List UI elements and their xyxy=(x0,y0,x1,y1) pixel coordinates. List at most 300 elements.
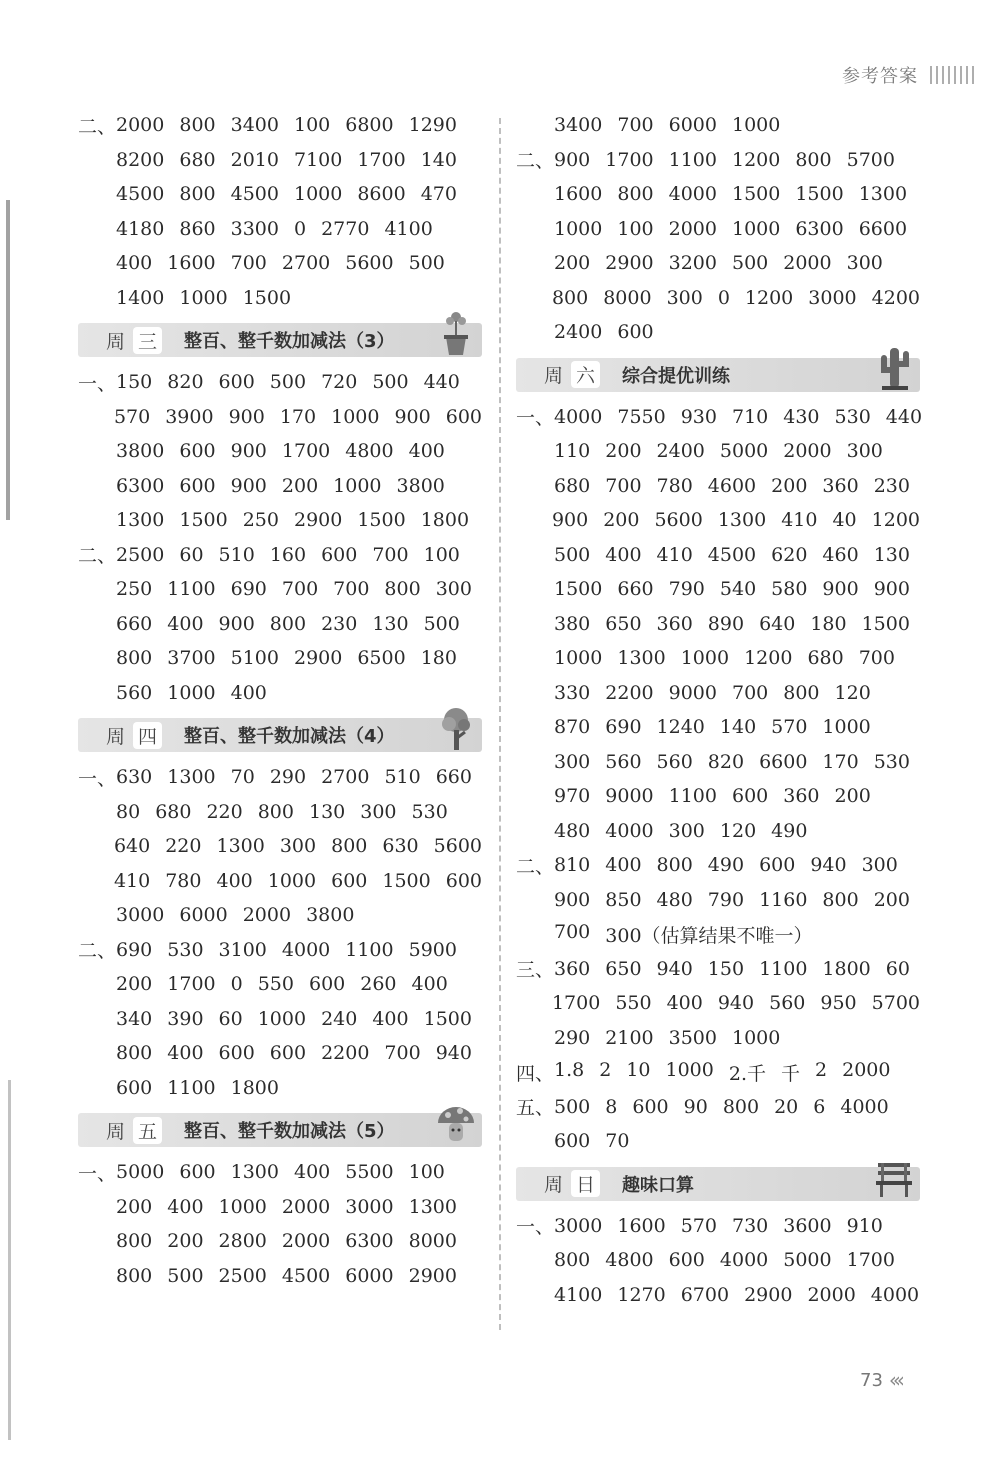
answer-value: 1600 xyxy=(554,183,603,206)
answer-value: 4800 xyxy=(605,1249,654,1272)
answer-value: 4500 xyxy=(116,183,165,206)
answer-value: 1240 xyxy=(656,716,705,739)
answer-values xyxy=(554,321,654,343)
answer-value: 940 xyxy=(435,1042,472,1065)
answer-value: 3600 xyxy=(783,1214,832,1237)
answer-value: 500 xyxy=(372,371,409,394)
answer-value: 800 xyxy=(116,1042,153,1065)
answer-value: 800 xyxy=(116,647,153,670)
answer-values xyxy=(554,1027,780,1049)
answer-value: 6000 xyxy=(345,1264,394,1287)
answer-values xyxy=(116,973,448,995)
answer-row xyxy=(78,1071,482,1106)
answer-value: 400 xyxy=(167,1195,204,1218)
answer-row xyxy=(78,572,482,607)
question-label: 二、 xyxy=(78,545,117,568)
answer-value: 120 xyxy=(719,819,757,842)
answer-value: 1800 xyxy=(230,1076,279,1099)
answer-value: 900 xyxy=(873,578,910,601)
answer-value: 1800 xyxy=(822,957,871,980)
answer-value: 3800 xyxy=(116,440,165,463)
answer-value: 70 xyxy=(230,766,255,789)
answer-value: 640 xyxy=(113,835,151,858)
answer-value: 1300 xyxy=(717,509,767,532)
section-header xyxy=(78,718,482,752)
answer-value: 3800 xyxy=(306,904,355,927)
answer-value: 8000 xyxy=(408,1230,457,1253)
header-dots-decoration xyxy=(930,66,978,84)
cactus-icon xyxy=(872,344,916,392)
answer-value: 570 xyxy=(680,1214,717,1237)
answer-value: 1300 xyxy=(230,1161,279,1184)
answer-value: 7100 xyxy=(293,148,343,171)
answer-value: 1500 xyxy=(795,183,844,206)
answer-row xyxy=(516,1243,920,1278)
answer-value: 650 xyxy=(605,612,642,635)
answer-row xyxy=(78,933,482,968)
answer-value: 900 xyxy=(228,405,265,428)
plant-pot-icon xyxy=(434,309,478,357)
answer-value: 2000 xyxy=(842,1058,891,1081)
answer-value: 690 xyxy=(116,938,153,961)
answer-value: 600 xyxy=(617,321,654,344)
answer-value: 800 xyxy=(269,612,307,635)
answer-value: 700 xyxy=(554,920,591,943)
answer-value: 5000 xyxy=(719,440,769,463)
answer-values xyxy=(554,406,922,428)
answer-values xyxy=(552,992,920,1014)
answer-value: 940 xyxy=(656,957,693,980)
answer-value: 600 xyxy=(308,973,346,996)
answer-value: 1000 xyxy=(731,217,781,240)
answer-values xyxy=(116,183,457,205)
answer-value: 200 xyxy=(281,474,319,497)
answer-value: 5000 xyxy=(783,1249,832,1272)
answer-row xyxy=(78,246,482,281)
answer-value: 180 xyxy=(420,647,457,670)
answer-value: 1500 xyxy=(179,509,228,532)
answer-value: 170 xyxy=(279,405,317,428)
answer-value: 400 xyxy=(167,1042,204,1065)
answer-value: 900 xyxy=(554,148,591,171)
answer-values xyxy=(116,801,448,823)
answer-value: 400 xyxy=(666,992,703,1015)
answer-value: 400 xyxy=(230,681,267,704)
answer-row xyxy=(516,779,920,814)
answer-row xyxy=(78,1002,482,1037)
answer-value: 790 xyxy=(668,578,705,601)
answer-value: 300 xyxy=(846,440,883,463)
answer-value: 800 xyxy=(179,183,216,206)
answer-row xyxy=(78,641,482,676)
answer-values xyxy=(116,1196,457,1218)
answer-value: 680 xyxy=(807,647,844,670)
answer-row xyxy=(78,1190,482,1225)
answer-value: 800 xyxy=(617,183,654,206)
answer-value: 130 xyxy=(372,612,409,635)
answer-value: 930 xyxy=(680,405,717,428)
answer-value: 1500 xyxy=(382,869,431,892)
answer-value: 1300 xyxy=(216,835,265,858)
answer-value: 4000 xyxy=(605,819,654,842)
answer-row xyxy=(78,898,482,933)
answer-value: 230 xyxy=(873,474,910,497)
answer-values xyxy=(116,1042,472,1064)
answer-values xyxy=(116,114,457,136)
answer-value: 530 xyxy=(873,750,910,773)
question-label: 二、 xyxy=(78,115,117,138)
answer-value: 1300 xyxy=(116,509,165,532)
answer-value: 5000 xyxy=(116,1161,165,1184)
answer-values xyxy=(554,440,883,462)
answer-value: 600 xyxy=(759,854,796,877)
answer-values xyxy=(554,716,871,738)
answer-value: 800 xyxy=(554,1249,591,1272)
section-header xyxy=(516,1167,920,1201)
answer-values xyxy=(554,921,813,948)
question-label: 一、 xyxy=(78,767,117,790)
answer-value: 460 xyxy=(822,543,859,566)
answer-row xyxy=(516,1124,920,1159)
answer-value: 90 xyxy=(683,1095,708,1118)
answer-value: 260 xyxy=(360,973,397,996)
answer-value: 200 xyxy=(771,474,808,497)
answer-value: 800 xyxy=(116,1230,153,1253)
answer-values xyxy=(116,613,460,635)
answer-values xyxy=(116,440,445,462)
section-day xyxy=(106,327,162,354)
answer-row xyxy=(516,883,920,918)
answer-value: 130 xyxy=(873,543,910,566)
tree-icon xyxy=(434,704,478,752)
answer-values xyxy=(554,647,895,669)
answer-row xyxy=(516,434,920,469)
answer-value: 5600 xyxy=(654,509,703,532)
answer-values xyxy=(116,218,433,240)
answer-value: 540 xyxy=(719,578,757,601)
page-header xyxy=(842,62,978,88)
answer-value: 780 xyxy=(165,869,202,892)
answer-value: 600 xyxy=(116,1076,153,1099)
answer-value: 660 xyxy=(617,578,654,601)
answer-value: 400 xyxy=(216,869,253,892)
answer-values xyxy=(554,854,898,876)
answer-value: 1500 xyxy=(731,183,781,206)
answer-value: 4500 xyxy=(281,1264,331,1287)
answer-value: 2770 xyxy=(321,217,370,240)
answer-value: 410 xyxy=(656,543,693,566)
answer-value: 300（估算结果不唯一） xyxy=(605,924,813,947)
answer-values xyxy=(554,889,910,911)
section-day xyxy=(106,722,162,749)
answer-value: 6000 xyxy=(668,114,717,137)
answer-row xyxy=(516,469,920,504)
answer-value: 440 xyxy=(423,371,460,394)
answer-value: 2000 xyxy=(783,252,832,275)
answer-value: 200 xyxy=(554,252,591,275)
answer-value: 8600 xyxy=(357,183,406,206)
answer-value: 680 xyxy=(179,148,216,171)
answer-values xyxy=(114,406,482,428)
section-header xyxy=(78,323,482,357)
answer-value: 3700 xyxy=(167,647,216,670)
answer-values xyxy=(554,1130,629,1152)
answer-value: 690 xyxy=(230,578,267,601)
answer-value: 140 xyxy=(420,148,457,171)
answer-row xyxy=(78,212,482,247)
answer-value: 1000 xyxy=(554,647,603,670)
answer-value: 60 xyxy=(885,957,910,980)
answer-value: 220 xyxy=(165,835,202,858)
answer-value: 800 xyxy=(656,854,693,877)
answer-value: 4100 xyxy=(554,1283,603,1306)
answer-values xyxy=(116,544,460,566)
answer-value: 870 xyxy=(554,716,591,739)
answer-value: 1300 xyxy=(617,647,666,670)
answer-row xyxy=(516,281,920,316)
answer-value: 1000 xyxy=(680,647,730,670)
answer-value: 600 xyxy=(554,1130,591,1153)
answer-row xyxy=(516,572,920,607)
answer-values xyxy=(554,820,807,842)
section-day-char: 周 xyxy=(106,725,126,748)
answer-value: 2400 xyxy=(656,440,705,463)
answer-value: 600 xyxy=(218,371,255,394)
answer-value: 800 xyxy=(822,888,859,911)
answer-value: 4500 xyxy=(707,543,757,566)
answer-value: 5600 xyxy=(433,835,482,858)
answer-value: 1100 xyxy=(167,578,216,601)
answer-value: 8 xyxy=(605,1095,618,1118)
answer-value: 820 xyxy=(707,750,745,773)
section-day-char: 周 xyxy=(106,1120,126,1143)
answer-value: 2100 xyxy=(605,1026,654,1049)
answer-value: 120 xyxy=(834,681,871,704)
answer-value: 3100 xyxy=(218,938,267,961)
answer-value: 80 xyxy=(116,800,141,823)
answer-value: 2400 xyxy=(554,321,603,344)
answer-value: 3800 xyxy=(396,474,445,497)
answer-values xyxy=(554,958,910,980)
answer-value: 1700 xyxy=(167,973,216,996)
answer-row xyxy=(516,848,920,883)
answer-value: 3000 xyxy=(116,904,165,927)
answer-value: 180 xyxy=(810,612,847,635)
section-day-char: 周 xyxy=(544,1174,564,1196)
answer-value: 5600 xyxy=(345,252,394,275)
answer-value: 700 xyxy=(858,647,895,670)
answer-value: 60 xyxy=(218,1007,243,1030)
answer-row xyxy=(78,143,482,178)
answer-value: 4000 xyxy=(719,1249,769,1272)
answer-value: 700 xyxy=(617,114,654,137)
answer-value: 6800 xyxy=(345,114,394,137)
answer-value: 1500 xyxy=(861,612,910,635)
section-title: 综合提优训练 xyxy=(622,365,731,387)
answer-value: 200 xyxy=(116,1195,153,1218)
section-day-char: 四 xyxy=(133,722,162,749)
answer-value: 2800 xyxy=(218,1230,267,1253)
answer-value: 600 xyxy=(445,405,482,428)
answer-values xyxy=(554,544,910,566)
answer-value: 2000 xyxy=(783,440,832,463)
answer-value: 600 xyxy=(218,1042,255,1065)
answer-values xyxy=(116,1161,445,1183)
answer-value: 580 xyxy=(771,578,808,601)
answer-value: 1000 xyxy=(333,474,382,497)
answer-value: 200 xyxy=(605,440,642,463)
answer-value: 0 xyxy=(717,286,730,309)
answer-value: 500 xyxy=(554,1095,591,1118)
answer-value: 300 xyxy=(668,819,705,842)
answer-value: 240 xyxy=(321,1007,358,1030)
answer-value: 230 xyxy=(321,612,358,635)
answer-values xyxy=(554,682,871,704)
answer-row xyxy=(516,1278,920,1313)
answer-value: 300 xyxy=(554,750,591,773)
answer-row xyxy=(516,1090,920,1125)
answer-value: 2200 xyxy=(321,1042,370,1065)
answer-row xyxy=(78,434,482,469)
answer-values xyxy=(116,578,472,600)
answer-row xyxy=(78,538,482,573)
section-day-char: 日 xyxy=(571,1170,600,1197)
answer-value: 130 xyxy=(308,800,346,823)
answer-value: 380 xyxy=(554,612,591,635)
answer-row xyxy=(516,607,920,642)
answer-value: 630 xyxy=(116,766,153,789)
answer-row xyxy=(78,829,482,864)
answer-value: 390 xyxy=(167,1007,204,1030)
answer-row xyxy=(78,967,482,1002)
answer-value: 780 xyxy=(656,474,693,497)
answer-row xyxy=(516,814,920,849)
answer-value: 1100 xyxy=(668,785,717,808)
answer-value: 110 xyxy=(554,440,591,463)
answer-value: 1200 xyxy=(744,647,793,670)
answer-value: 400 xyxy=(411,973,448,996)
question-label: 一、 xyxy=(78,1162,117,1185)
answer-value: 1000 xyxy=(218,1195,267,1218)
answer-value: 1300 xyxy=(858,183,908,206)
answer-value: 600 xyxy=(445,869,482,892)
answer-value: 2500 xyxy=(116,543,165,566)
chevrons-icon: ‹‹‹ xyxy=(888,1368,901,1392)
answer-value: 200 xyxy=(834,785,871,808)
answer-value: 6600 xyxy=(759,750,808,773)
answer-value: 1100 xyxy=(759,957,808,980)
answer-value: 3500 xyxy=(668,1026,717,1049)
bench-icon xyxy=(872,1153,916,1201)
answer-row xyxy=(516,745,920,780)
answer-value: 4100 xyxy=(384,217,433,240)
answer-value: 2000 xyxy=(668,217,717,240)
answer-value: 290 xyxy=(554,1026,591,1049)
answer-value: 6600 xyxy=(858,217,908,240)
answer-row xyxy=(78,108,482,143)
answer-value: 1000 xyxy=(731,1026,781,1049)
section-day-char: 周 xyxy=(106,330,126,353)
answer-value: 600 xyxy=(731,785,769,808)
answer-value: 1700 xyxy=(605,148,654,171)
answer-value: 600 xyxy=(179,1161,216,1184)
answer-value: 340 xyxy=(116,1007,153,1030)
answer-value: 1200 xyxy=(744,286,794,309)
answer-value: 2500 xyxy=(218,1264,267,1287)
answer-value: 1000 xyxy=(293,183,343,206)
answer-value: 660 xyxy=(116,612,153,635)
answer-value: 850 xyxy=(605,888,642,911)
section-title: 整百、整千数加减法（5） xyxy=(184,1121,395,1142)
answer-value: 330 xyxy=(554,681,591,704)
answer-value: 2010 xyxy=(230,148,279,171)
answer-value: 710 xyxy=(731,405,769,428)
answer-value: 1300 xyxy=(408,1195,457,1218)
section-day xyxy=(106,1117,162,1144)
answer-value: 600 xyxy=(668,1249,705,1272)
answer-value: 600 xyxy=(179,474,216,497)
answer-value: 800 xyxy=(331,835,368,858)
answer-value: 10 xyxy=(626,1058,651,1081)
answer-value: 4000 xyxy=(668,183,717,206)
answer-value: 6300 xyxy=(345,1230,394,1253)
answer-value: 560 xyxy=(605,750,642,773)
binding-shadow xyxy=(6,200,10,520)
answer-value: 410 xyxy=(113,869,151,892)
answer-value: 810 xyxy=(554,854,591,877)
answer-row xyxy=(78,281,482,316)
answer-value: 500 xyxy=(554,543,591,566)
answer-value: 600 xyxy=(632,1095,669,1118)
answer-values xyxy=(116,1077,279,1099)
answer-value: 570 xyxy=(113,405,151,428)
answer-value: 510 xyxy=(384,766,421,789)
answer-value: 900 xyxy=(230,474,267,497)
answer-value: 2000 xyxy=(807,1283,856,1306)
answer-value: 200 xyxy=(116,973,153,996)
answer-values xyxy=(554,1096,889,1118)
answer-value: 8000 xyxy=(603,286,652,309)
answer-value: 480 xyxy=(554,819,591,842)
answer-row xyxy=(78,607,482,642)
left-column xyxy=(78,108,482,1293)
answer-value: 910 xyxy=(846,1214,883,1237)
answer-values xyxy=(554,183,907,205)
answer-value: 0 xyxy=(293,217,307,240)
answer-value: 360 xyxy=(783,785,820,808)
section-day xyxy=(544,1170,600,1197)
answer-value: 1400 xyxy=(116,286,165,309)
answer-value: 800 xyxy=(116,1264,153,1287)
section-day-char: 五 xyxy=(133,1117,162,1144)
section-header xyxy=(516,358,920,392)
answer-value: 2200 xyxy=(605,681,654,704)
answer-value: 4000 xyxy=(870,1283,920,1306)
answer-value: 4800 xyxy=(345,440,394,463)
answer-value: 500 xyxy=(167,1264,204,1287)
answer-value: 560 xyxy=(769,992,806,1015)
answer-row xyxy=(78,1224,482,1259)
answer-value: 900 xyxy=(218,612,255,635)
answer-value: 300 xyxy=(360,800,397,823)
answer-values xyxy=(116,287,291,309)
answer-row xyxy=(516,952,920,987)
answer-value: 1000 xyxy=(267,869,317,892)
answer-value: 600 xyxy=(269,1042,307,1065)
answer-value: 560 xyxy=(116,681,153,704)
answer-value: 900 xyxy=(554,888,591,911)
section-day-char: 六 xyxy=(571,361,600,388)
